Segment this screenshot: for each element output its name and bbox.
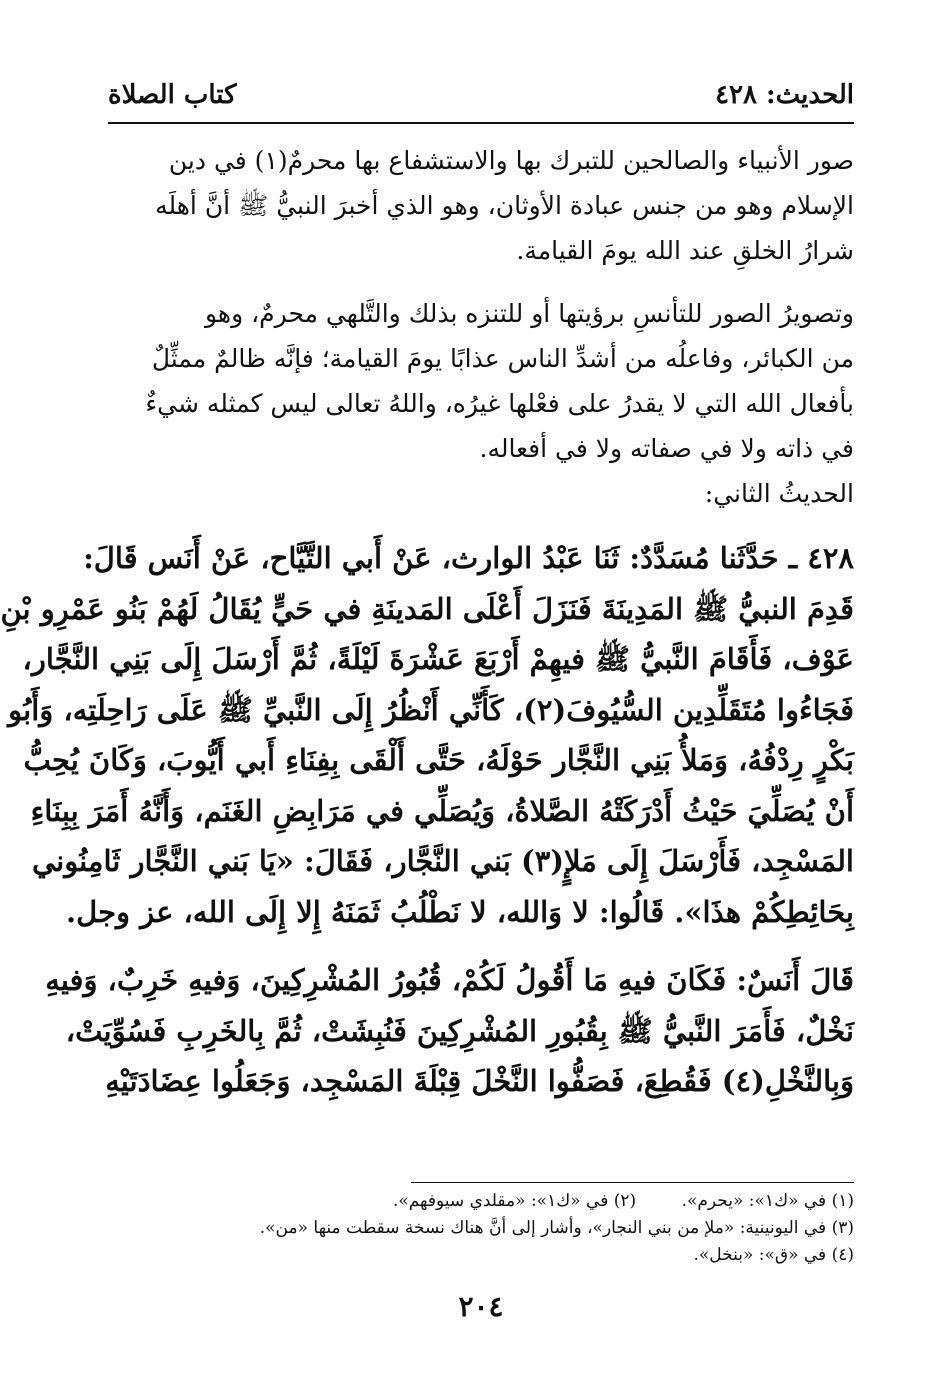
hadith-line: قَدِمَ النبيُّ ﷺ المَدِينَةَ فَنَزَلَ أَعْلَى المَدينَةِ في حَيٍّ يُقَالُ لَهُمْ بَنُو عَمْرِو بْنِ: [0, 591, 854, 626]
hadith-line: أَنْ يُصَلِّيَ حَيْثُ أَدْرَكَتْهُ الصَّلاةُ، وَيُصَلِّي في مَرَابِضِ الغَنَم، وَأَنَّهُ أَمَرَ بِبِنَاءِ: [30, 793, 854, 828]
text-line: من الكبائر، وفاعلُه من أشدِّ الناس عذابًا يومَ القيامة؛ فإنَّه ظالمٌ ممثِّلٌ: [151, 344, 854, 373]
hadith-line: بَكْرٍ رِدْفُهُ، وَمَلأُ بَنِي النَّجَّار حَوْلَهُ، حَتَّى أَلْقَى بِفِنَاءِ أَبي أَيُّوبَ، وَكَانَ يُحِبُّ: [23, 743, 854, 777]
hadith-line: وَبِالنَّخْلِ(٤) فَقُطِعَ، فَصَفُّوا النَّخْلَ قِبْلَةَ المَسْجِد، وَجَعَلُوا عِضَادَتَيْهِ: [105, 1064, 854, 1098]
commentary-paragraph-2: [108, 291, 854, 471]
hadith-paragraph-1: [0, 533, 854, 937]
footnote-3: (٣) في اليونينية: «ملإ من بني النجار»، وأشار إلى أنَّ هناك نسخة سقطت منها «من».: [259, 1218, 854, 1238]
commentary-paragraph-1: [108, 138, 854, 273]
hadith-line: ٤٢٨ ـ حَدَّثَنا مُسَدَّدٌ: ثَنَا عَبْدُ الوارث، عَنْ أَبي التَّيَّاح، عَنْ أَنَس قَالَ:: [83, 541, 854, 575]
hadith-line: عَوْف، فَأَقَامَ النَّبيُّ ﷺ فيهِمْ أَرْبَعَ عَشْرَةَ لَيْلَةً، ثُمَّ أَرْسَلَ إِلَى بَنِي النَّجَّار،: [22, 642, 854, 676]
footnote-rule: [411, 1182, 854, 1183]
section-heading: الحديثُ الثاني:: [704, 479, 854, 508]
footnote-4: (٤) في «ق»: «بنخل».: [693, 1245, 854, 1265]
footnote-1: (١) في «ك١»: «يحرم».: [681, 1191, 854, 1211]
header-rule: [108, 122, 854, 124]
text-line: وتصويرُ الصور للتأنسِ برؤيتها أو للتنزه بذلك والتَّلهي محرمٌ، وهو: [205, 299, 854, 328]
footnote-row: [108, 1188, 854, 1215]
footnote-2: (٢) في «ك١»: «مقلدي سيوفهم».: [392, 1191, 637, 1211]
page-number: ٢٠٤: [458, 1290, 504, 1323]
text-line: شرارُ الخلقِ عند الله يومَ القيامة.: [516, 236, 854, 265]
text-line: بأفعال الله التي لا يقدرُ على فعْلها غيرُه، واللهُ تعالى ليس كمثله شيءٌ: [145, 389, 854, 418]
body-text: [0, 138, 854, 1107]
hadith-line: قَالَ أَنَسٌ: فَكَانَ فيهِ مَا أَقُولُ لَكُمْ، قُبُورُ المُشْرِكِينَ، وَفيهِ خَرِبٌ، وَفيهِ: [45, 963, 854, 997]
text-line: الإسلام وهو من جنس عبادة الأوثان، وهو الذي أخبرَ النبيُّ ﷺ أنَّ أهلَه: [155, 191, 854, 220]
chapter-title-header: كتاب الصلاة: [108, 80, 237, 110]
hadith-line: نَخْلٌ، فَأَمَرَ النَّبيُّ ﷺ بِقُبُورِ المُشْرِكِينَ فَنُبِشَتْ، ثُمَّ بِالخَرِبِ فَسُوِّيَتْ،: [65, 1013, 854, 1048]
hadith-line: فَجَاءُوا مُتَقَلِّدِين السُّيُوفَ(٢)، كَأَنِّي أَنْظُرُ إِلَى النَّبيِّ ﷺ عَلَى رَاحِلَتِه، وَأَبُو: [8, 692, 854, 727]
footnotes: [108, 1188, 854, 1269]
hadith-line: المَسْجِد، فَأَرْسَلَ إِلَى مَلإٍ(٣) بَني النَّجَّار، فَقَالَ: «يَا بَني النَّجَّار ثَامِنُوني: [31, 844, 854, 878]
hadith-line: بِحَائِطِكُمْ هذَا». قَالُوا: لا وَالله، لا نَطْلُبُ ثَمَنَهُ إِلا إِلَى الله، عز وجل.: [66, 894, 854, 929]
text-line: في ذاته ولا في صفاته ولا في أفعاله.: [479, 434, 854, 463]
hadith-paragraph-2: [45, 955, 854, 1107]
hadith-number-header: الحديث: ٤٢٨: [715, 80, 854, 110]
running-header: [108, 80, 854, 120]
text-line: صور الأنبياء والصالحين للتبرك بها والاستشفاع بها محرمٌ(١) في دين: [168, 146, 854, 175]
